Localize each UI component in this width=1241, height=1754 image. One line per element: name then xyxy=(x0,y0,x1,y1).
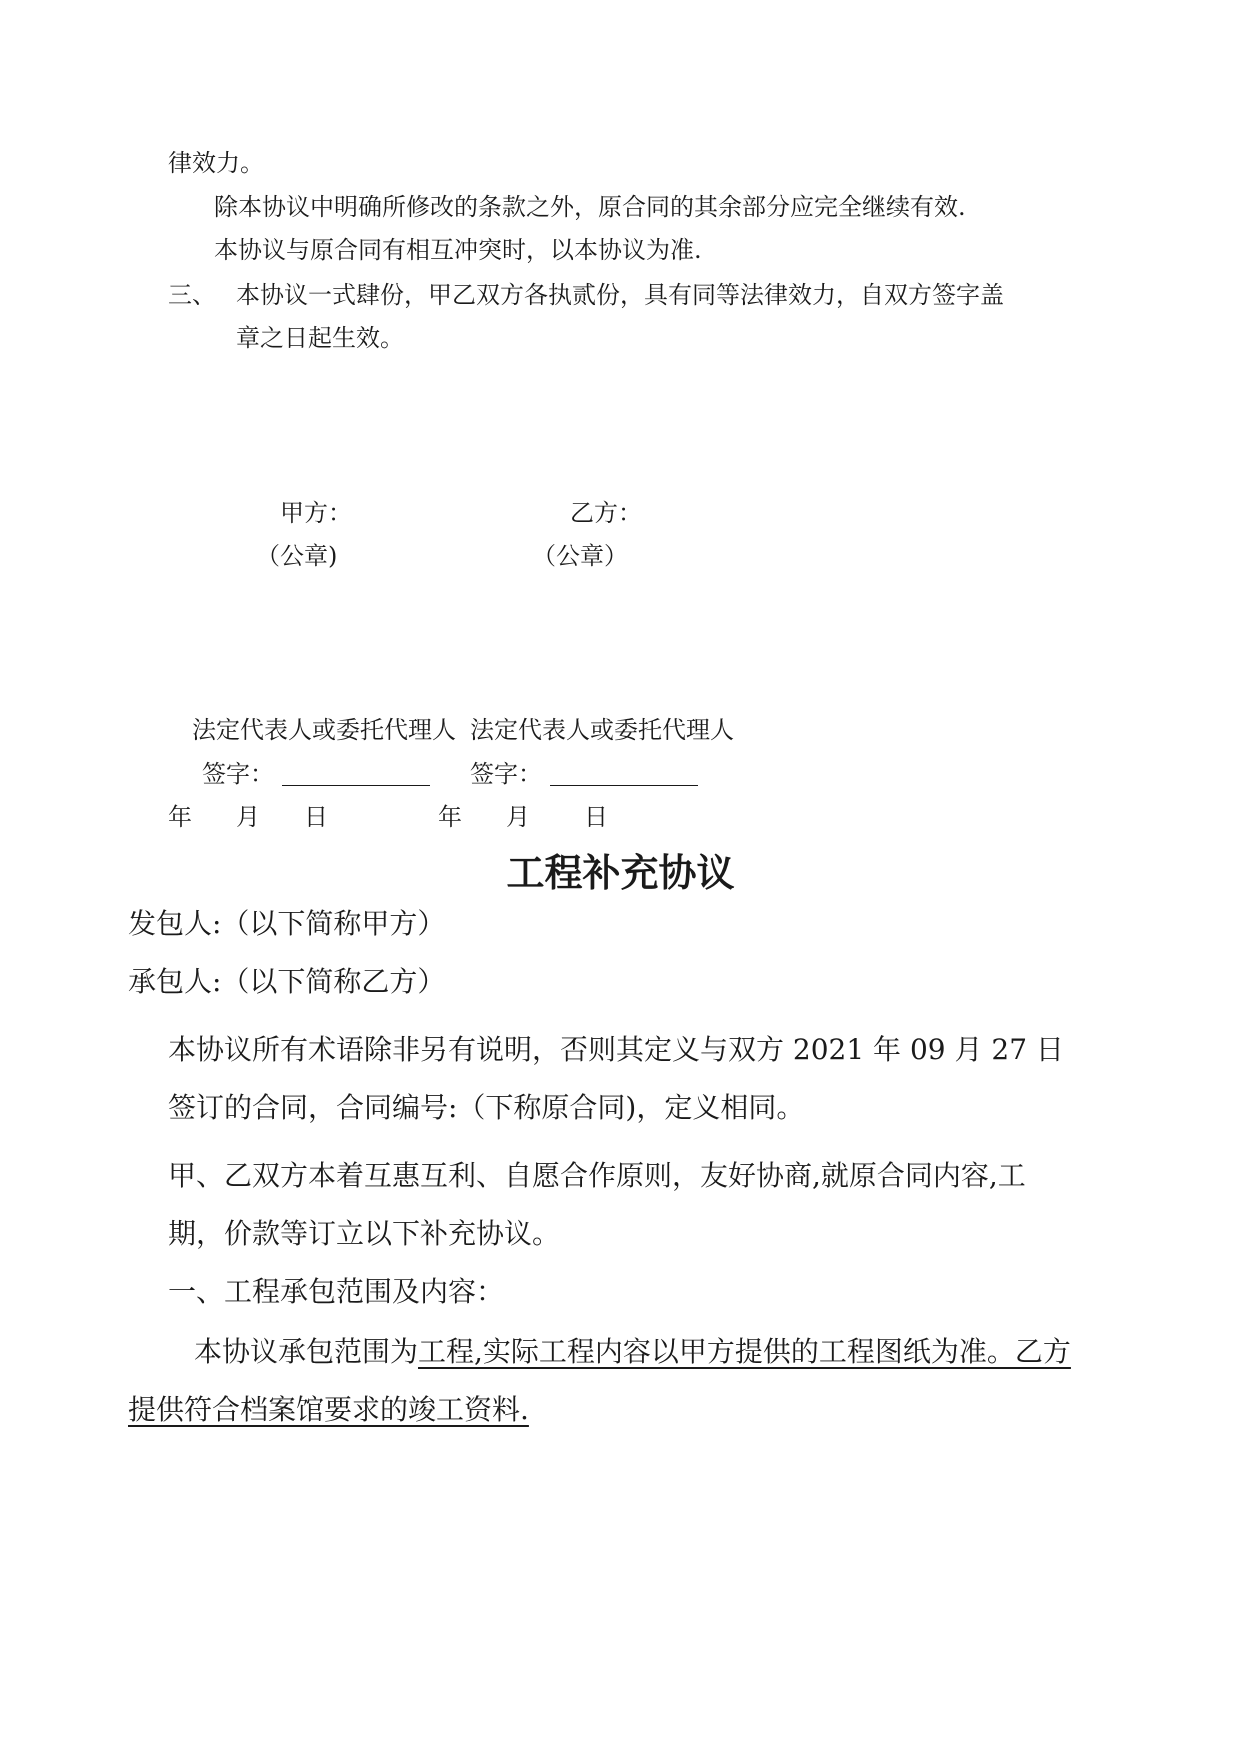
sign-a xyxy=(202,754,430,789)
paragraph: 签订的合同，合同编号:（下称原合同)，定义相同。 xyxy=(168,1091,805,1124)
sign-label: 签字： xyxy=(202,760,274,788)
date-day: 日 xyxy=(304,803,328,831)
paragraph: 本协议所有术语除非另有说明，否则其定义与双方 2021 年 09 月 27 日 xyxy=(168,1033,1064,1066)
rep-a-label: 法定代表人或委托代理人 xyxy=(192,716,456,744)
signature-line xyxy=(550,761,698,786)
date-month: 月 xyxy=(506,803,530,831)
signature-line xyxy=(282,761,430,786)
party-a-label: 甲方： xyxy=(280,499,352,527)
date-day: 日 xyxy=(584,803,608,831)
sign-label: 签字： xyxy=(470,760,542,788)
document-title: 工程补充协议 xyxy=(506,851,735,895)
paragraph xyxy=(194,1330,1071,1370)
party-b-label: 乙方： xyxy=(570,499,642,527)
clause-text: 本协议与原合同有相互冲突时，以本协议为准. xyxy=(214,236,702,264)
sign-b xyxy=(470,754,698,789)
underlined-text: 提供符合档案馆要求的竣工资料. xyxy=(128,1393,529,1426)
contractor-line: 承包人:（以下简称乙方） xyxy=(128,965,446,998)
clause-text: 章之日起生效。 xyxy=(236,324,404,352)
rep-b-label: 法定代表人或委托代理人 xyxy=(470,716,734,744)
paragraph: 期，价款等订立以下补充协议。 xyxy=(168,1217,561,1250)
section-heading: 一、工程承包范围及内容： xyxy=(168,1275,505,1308)
clause-number: 三、 xyxy=(168,281,216,309)
paragraph-prefix: 本协议承包范围为 xyxy=(194,1335,419,1368)
clause-text: 除本协议中明确所修改的条款之外，原合同的其余部分应完全继续有效. xyxy=(214,193,966,221)
date-year: 年 xyxy=(438,803,462,831)
clause-text: 本协议一式肆份，甲乙双方各执贰份，具有同等法律效力，自双方签字盖 xyxy=(236,281,1004,309)
underlined-text: 工程,实际工程内容以甲方提供的工程图纸为准。乙方 xyxy=(418,1335,1071,1368)
party-a-seal: （公章) xyxy=(256,542,338,570)
employer-line: 发包人:（以下简称甲方） xyxy=(128,907,446,940)
date-month: 月 xyxy=(236,803,260,831)
paragraph: 甲、乙双方本着互惠互利、自愿合作原则，友好协商,就原合同内容,工 xyxy=(168,1159,1026,1192)
date-year: 年 xyxy=(168,803,192,831)
party-b-seal: （公章） xyxy=(532,542,628,570)
continuation-text: 律效力。 xyxy=(168,149,264,177)
